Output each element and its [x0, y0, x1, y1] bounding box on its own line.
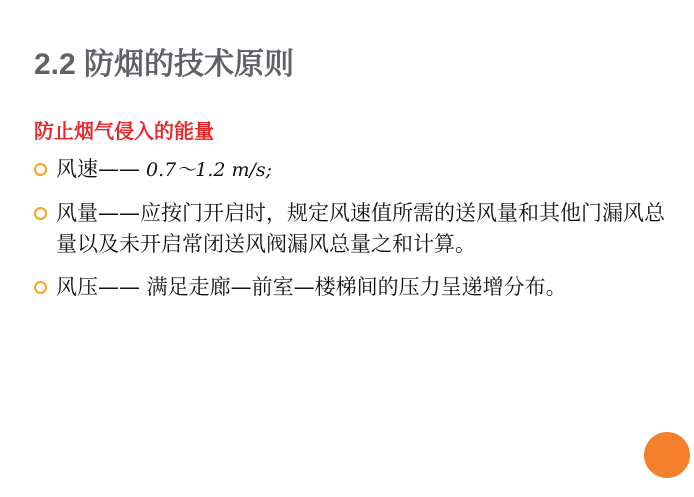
bullet-circle-icon [34, 207, 47, 220]
wind-speed-value: 0.7～1.2 m/s; [140, 159, 273, 181]
bullet-circle-icon [34, 163, 47, 176]
bullet-text: 应按门开启时，规定风速值所需的送风量和其他门漏风总量以及未开启常闭送风阀漏风总量之和计算。 [56, 201, 665, 256]
slide-title: 2.2 防烟的技术原则 [34, 48, 295, 81]
bullet-circle-icon [34, 281, 47, 294]
bullet-label: 风量—— [56, 201, 140, 225]
bullet-text: 满足走廊—前室—楼梯间的压力呈递增分布。 [140, 275, 567, 299]
bullet-label: 风压—— [56, 275, 140, 299]
bullet-air-volume [34, 198, 674, 260]
bullet-list [34, 154, 674, 315]
bullet-air-pressure [34, 272, 674, 303]
decorative-orange-circle-icon [644, 432, 690, 478]
bullet-wind-speed [34, 154, 674, 186]
bullet-label: 风速—— [56, 157, 140, 181]
section-subheading: 防止烟气侵入的能量 [34, 119, 214, 143]
